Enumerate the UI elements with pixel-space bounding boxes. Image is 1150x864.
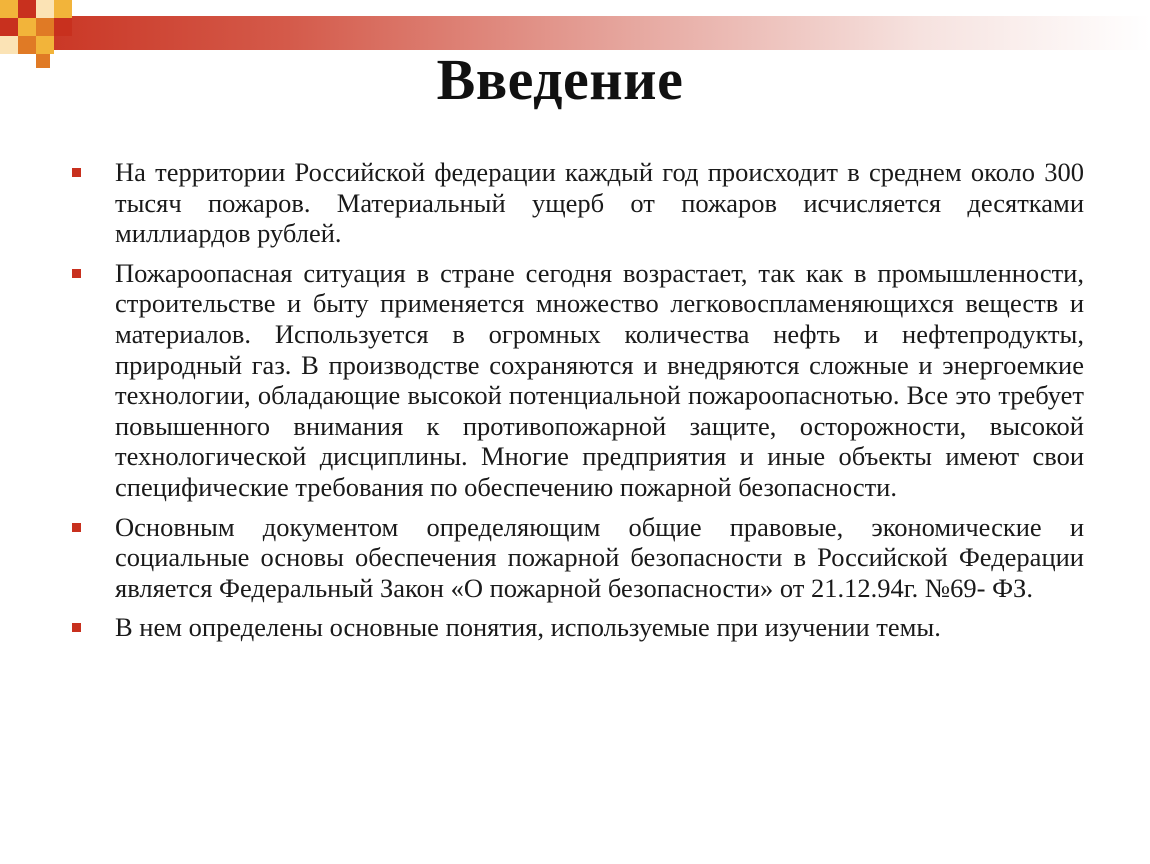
list-item xyxy=(72,258,1084,503)
deco-square xyxy=(36,18,54,36)
list-item xyxy=(72,157,1084,249)
bullet-text: На территории Российской федерации каждый год происходит в среднем около 300 тысяч пожаров. Материальный ущерб от пожаров исчисляется десятками миллиардов рублей. xyxy=(115,157,1084,249)
bullet-list xyxy=(72,157,1084,652)
square-bullet-icon xyxy=(72,523,81,532)
deco-square xyxy=(54,18,72,36)
list-item xyxy=(72,512,1084,604)
deco-square xyxy=(18,18,36,36)
deco-square xyxy=(18,0,36,18)
square-bullet-icon xyxy=(72,269,81,278)
slide-title: Введение xyxy=(436,47,684,112)
deco-square xyxy=(0,18,18,36)
deco-square xyxy=(0,0,18,18)
bullet-text: В нем определены основные понятия, используемые при изучении темы. xyxy=(115,612,941,643)
deco-square xyxy=(54,0,72,18)
square-bullet-icon xyxy=(72,168,81,177)
deco-square xyxy=(36,0,54,18)
list-item xyxy=(72,612,1084,643)
header-gradient-bar xyxy=(0,16,1150,50)
bullet-text: Пожароопасная ситуация в стране сегодня возрастает, так как в промышленности, строительстве и быту применяется множество легковоспламеняющихся веществ и материалов. Используется в огромных количества нефть и нефтепродукты, природный газ. В производстве сохраняются и внедряются сложные и энергоемкие технологии, обладающие высокой потенциальной пожароопаснотью. Все это требует повышенного внимания к противопожарной защите, осторожности, высокой технологической дисциплины. Многие предприятия и иные объекты имеют свои специфические требования по обеспечению пожарной безопасности. xyxy=(115,257,1084,502)
square-bullet-icon xyxy=(72,623,81,632)
bullet-text: Основным документом определяющим общие правовые, экономические и социальные основы обеспечения пожарной безопасности в Российской Федерации является Федеральный Закон «О пожарной безопасности» от 21.12.94г. №69- ФЗ. xyxy=(115,511,1084,603)
